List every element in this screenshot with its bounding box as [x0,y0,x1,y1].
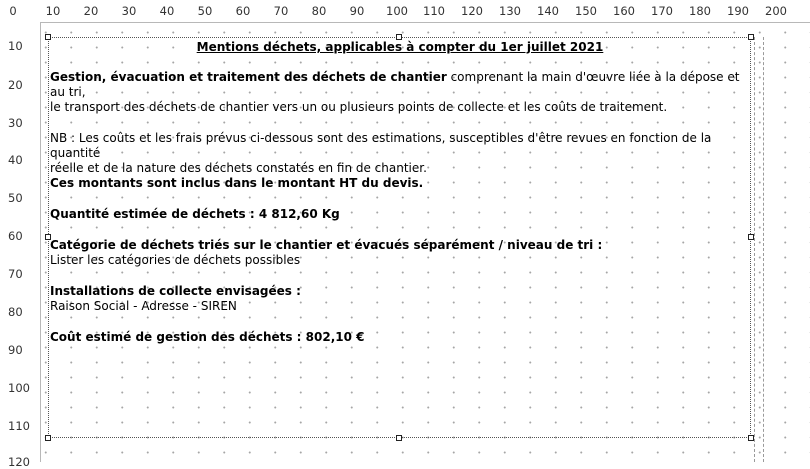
intro-paragraph [50,70,750,100]
ruler-label: 160 [613,4,635,18]
ruler-label: 190 [727,4,749,18]
ruler-label: 50 [8,191,23,205]
ruler-label: 70 [273,4,289,18]
ruler-label: 140 [537,4,559,18]
ruler-label: 110 [8,419,30,433]
ruler-label: 170 [651,4,673,18]
ruler-label: 70 [8,267,23,281]
resize-handle-bottom[interactable] [396,435,402,441]
nb-bold-note: Ces montants sont inclus dans le montant HT du devis. [50,176,424,190]
nb-line-2: réelle et de la nature des déchets constatés en fin de chantier. [50,161,427,175]
ruler-label: 30 [121,4,137,18]
ruler-label: 90 [8,343,23,357]
ruler-label: 90 [349,4,365,18]
ruler-label: 50 [197,4,213,18]
vertical-ruler [0,22,41,469]
ruler-label: 120 [461,4,483,18]
ruler-label: 100 [8,381,30,395]
installations-value: Raison Social - Adresse - SIREN [50,299,237,313]
ruler-label: 120 [8,455,30,469]
category-heading: Catégorie de déchets triés sur le chantier et évacués séparément / niveau de tri : [50,238,603,252]
waste-cost: Coût estimé de gestion des déchets : 802,10 € [50,330,365,344]
ruler-label: 10 [8,39,23,53]
ruler-label: 0 [9,4,17,18]
nb-line-1: NB : Les coûts et les frais prévus ci-dessous sont des estimations, susceptibles d'être revues en fonction de la quantité [50,131,712,160]
ruler-label: 110 [423,4,445,18]
ruler-label: 80 [311,4,327,18]
ruler-label: 40 [159,4,175,18]
intro-text: comprenant la main d'œuvre liée à la dépose et au tri, [50,70,740,99]
resize-handle-bottom-right[interactable] [748,435,754,441]
ruler-label: 60 [8,229,23,243]
ruler-label: 130 [499,4,521,18]
ruler-label: 10 [45,4,61,18]
ruler-label: 30 [8,116,23,130]
ruler-label: 40 [8,153,23,167]
text-frame-content[interactable] [50,40,750,345]
ruler-label: 150 [575,4,597,18]
ruler-label: 200 [765,4,787,18]
document-title: Mentions déchets, applicables à compter du 1er juillet 2021 [196,40,604,54]
ruler-label: 60 [235,4,251,18]
ruler-label: 80 [8,305,23,319]
resize-handle-bottom-left[interactable] [45,435,51,441]
ruler-label: 180 [689,4,711,18]
waste-quantity: Quantité estimée de déchets : 4 812,60 Kg [50,207,340,221]
intro-line-2: le transport des déchets de chantier vers un ou plusieurs points de collecte et les coûts de traitement. [50,100,668,114]
ruler-label: 20 [8,78,23,92]
secondary-frame-outline [754,37,764,462]
ruler-label: 100 [386,4,408,18]
category-value: Lister les catégories de déchets possibles [50,253,301,267]
installations-heading: Installations de collecte envisagées : [50,284,301,298]
intro-bold-text: Gestion, évacuation et traitement des déchets de chantier [50,70,447,84]
horizontal-ruler [0,0,810,23]
ruler-label: 20 [83,4,99,18]
